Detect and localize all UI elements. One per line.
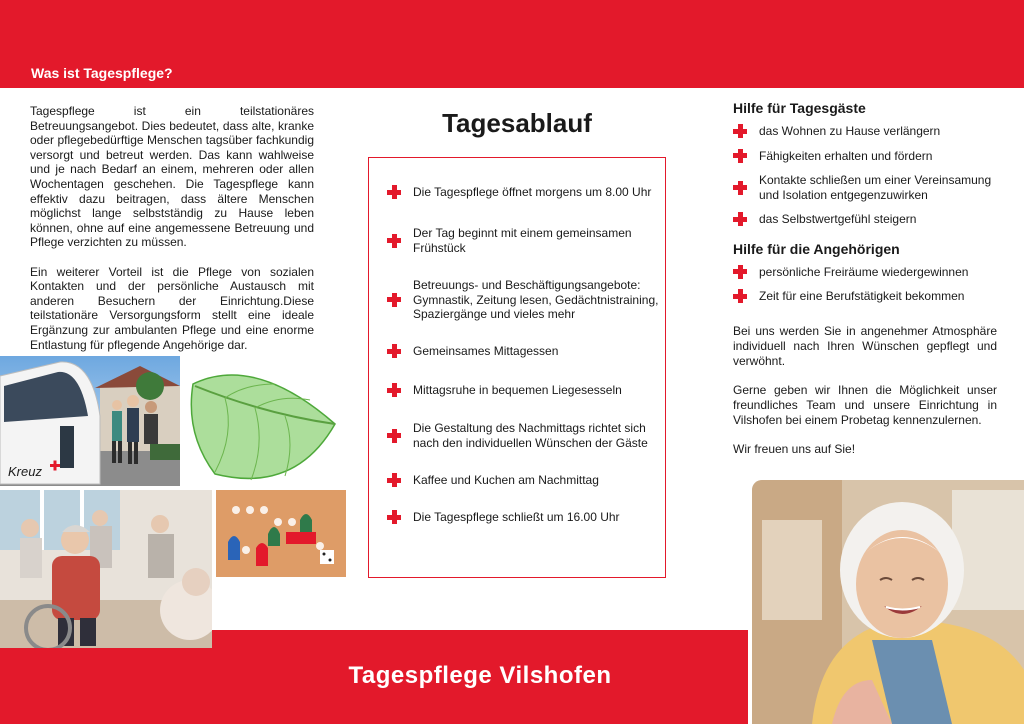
photo-bus-visitors [0,356,180,486]
guest-benefit-item: das Selbstwertgefühl steigern [733,212,997,227]
red-cross-icon [387,383,413,397]
brand-title: Tagespflege Vilshofen [348,662,612,689]
daily-schedule-box [368,157,666,578]
photo-green-leaf [185,364,345,488]
red-cross-icon [733,124,759,138]
red-cross-icon [387,473,413,487]
photo-smiling-senior [752,480,1024,724]
red-cross-icon [387,185,413,199]
intro-paragraph-2: Ein weiterer Vorteil ist die Pflege von sozialen Kontakten und der persönliche Austausch mit anderen Besuchern der Einrichtung.Diese teilstationäre Versorgungsform stellt eine ideale Ergänzung zur ambulanten Pflege und eine enorme Entlastung für pflegende Angehörige dar. [30,264,314,352]
intro-paragraph-1: Tagespflege ist ein teilstationäres Betreuungsangebot. Dies bedeutet, dass alte, kranke oder pflegebedürftige Menschen tagsüber fachkundig versorgt und betreut werden. Das kann wahlweise und je nach Bedarf an einem, mehreren oder allen Wochentagen geschehen. Die Tagespflege kann effektiv dazu beitragen, dass ältere Menschen möglichst lange selbstständig zu Hause leben können, ohne auf eine angemessene Betreuung und Pflege verzichten zu müssen. [30,104,314,250]
guest-benefit-item: das Wohnen zu Hause verlängern [733,124,997,139]
schedule-item: Mittagsruhe in bequemen Liegesesseln [387,383,663,398]
red-cross-icon [733,149,759,163]
schedule-item: Kaffee und Kuchen am Nachmittag [387,473,663,488]
red-cross-icon [387,293,413,307]
relative-benefit-item: Zeit für eine Berufstätigkeit bekommen [733,289,997,304]
schedule-item: Die Tagespflege öffnet morgens um 8.00 Uhr [387,185,663,200]
guest-benefit-item: Kontakte schließen um einer Vereinsamung und Isolation entgegenzuwirken [733,173,997,202]
footer-band [212,630,748,724]
photo-seniors-dayroom [0,490,212,648]
help-column [733,100,997,471]
red-cross-icon [387,234,413,248]
red-cross-icon [733,265,759,279]
heading-help-guests: Hilfe für Tagesgäste [733,100,866,116]
guest-benefit-item: Fähigkeiten erhalten und fördern [733,149,997,164]
atmosphere-paragraph: Bei uns werden Sie in angenehmer Atmosphäre individuell nach Ihren Wünschen gepflegt und verwöhnt. [733,323,997,368]
van-lettering: Kreuz [8,464,42,479]
daily-schedule-title: Tagesablauf [442,108,592,138]
red-cross-icon [387,344,413,358]
schedule-item: Der Tag beginnt mit einem gemeinsamen Frühstück [387,226,663,255]
schedule-item: Die Gestaltung des Nachmittags richtet sich nach den individuellen Wünschen der Gäste [387,421,663,450]
closing-line: Wir freuen uns auf Sie! [733,441,856,456]
section-title-tagespflege: Was ist Tagespflege? [31,65,173,81]
schedule-item: Betreuungs- und Beschäftigungsangebote: Gymnastik, Zeitung lesen, Gedächtnistraining, Spaziergänge und vieles mehr [387,278,663,322]
red-cross-icon [733,289,759,303]
trial-day-paragraph: Gerne geben wir Ihnen die Möglichkeit unser freundliches Team und unsere Einrichtung in Vilshofen bei einem Probetag kennenzulernen. [733,382,997,427]
red-cross-icon [733,212,759,226]
intro-text [30,104,314,367]
schedule-item: Gemeinsames Mittagessen [387,344,663,359]
heading-help-relatives: Hilfe für die Angehörigen [733,240,900,257]
header-band [0,0,1024,88]
relative-benefit-item: persönliche Freiräume wiedergewinnen [733,265,997,280]
schedule-item: Die Tagespflege schließt um 16.00 Uhr [387,510,663,525]
footer-band-left [0,648,212,724]
photo-board-game [216,490,346,577]
red-cross-icon [387,429,413,443]
red-cross-icon [733,181,759,195]
red-cross-icon [387,510,413,524]
